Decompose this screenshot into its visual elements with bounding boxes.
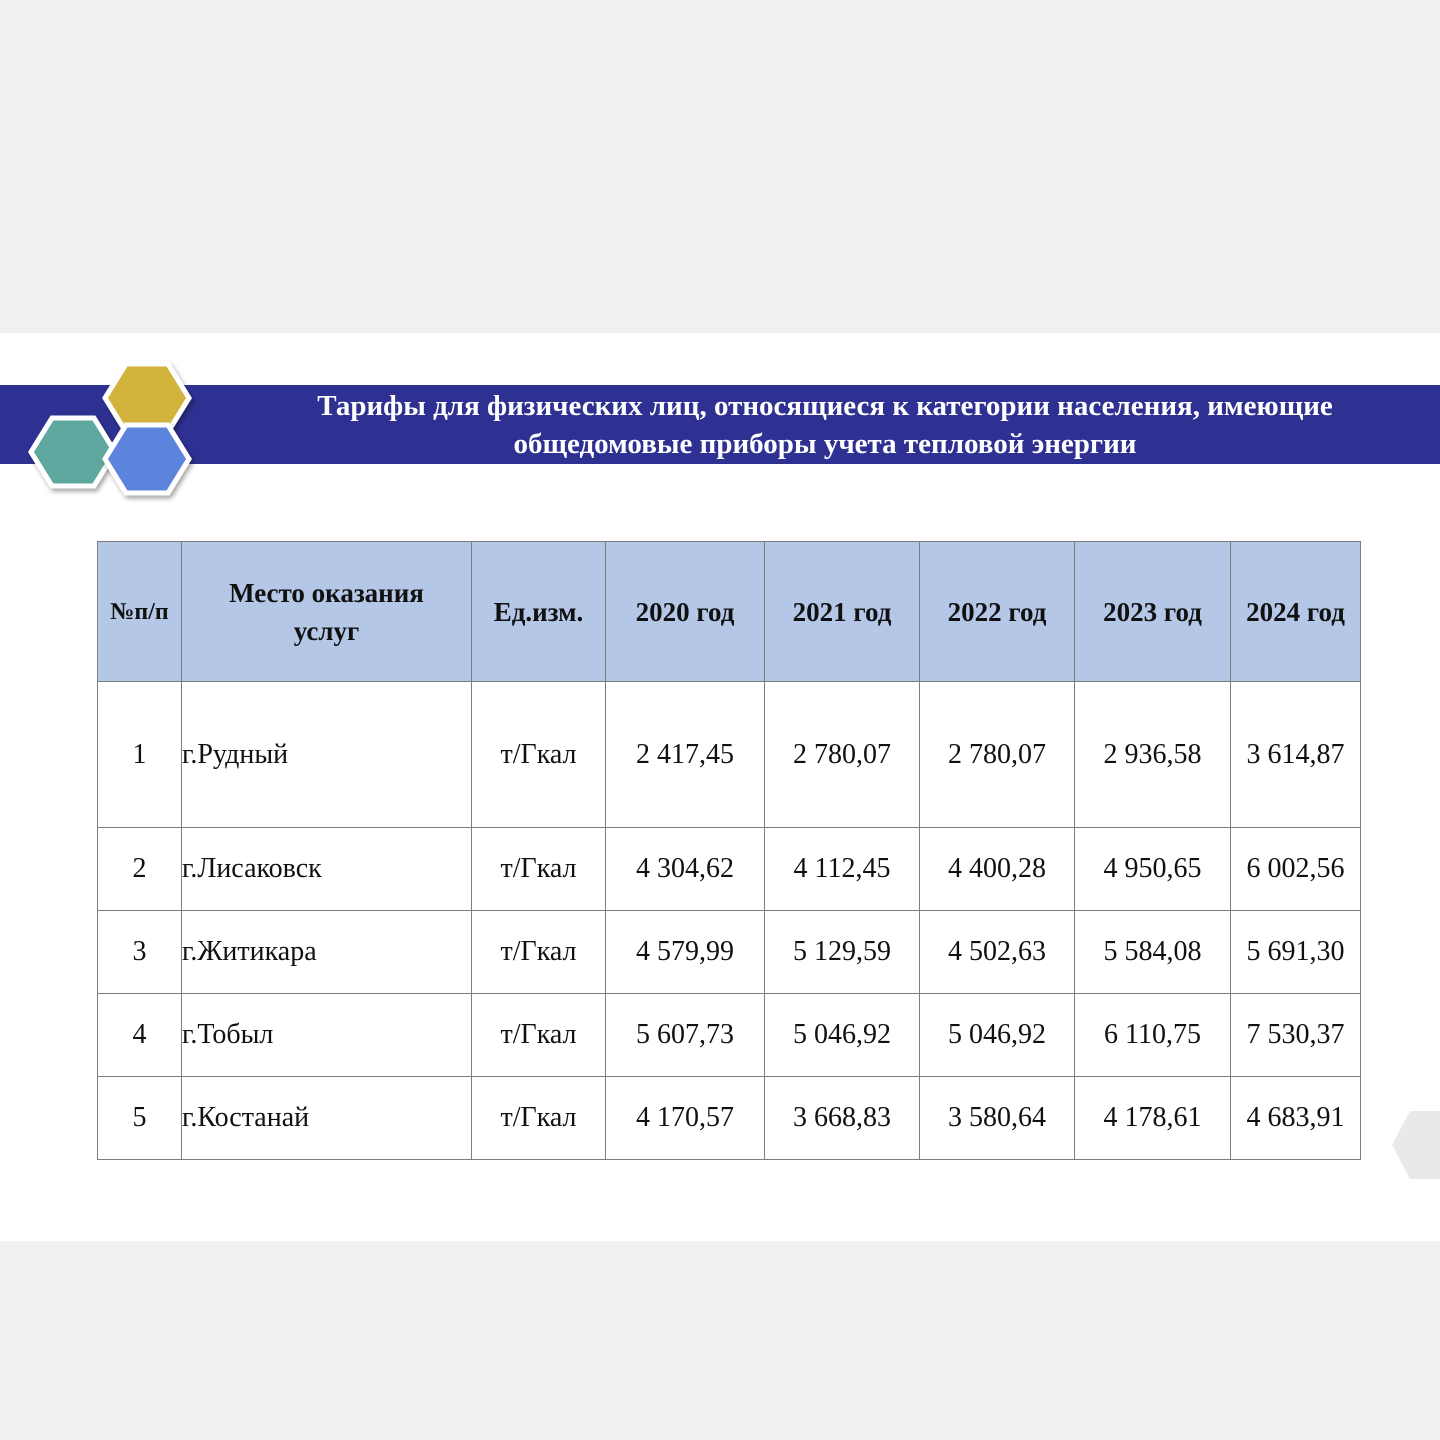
table-row xyxy=(98,994,1361,1077)
table-row xyxy=(98,828,1361,911)
cell-unit: т/Гкал xyxy=(472,994,606,1077)
cell-place: г.Костанай xyxy=(182,1077,472,1160)
cell-2020: 4 170,57 xyxy=(606,1077,765,1160)
hexagon-cluster-icon xyxy=(22,353,212,523)
cell-2021: 5 046,92 xyxy=(765,994,920,1077)
header-2021: 2021 год xyxy=(765,542,920,682)
header-unit: Ед.изм. xyxy=(472,542,606,682)
cell-2020: 5 607,73 xyxy=(606,994,765,1077)
cell-2021: 4 112,45 xyxy=(765,828,920,911)
tariffs-table xyxy=(97,541,1361,1160)
cell-2020: 2 417,45 xyxy=(606,682,765,828)
cell-2024: 3 614,87 xyxy=(1231,682,1361,828)
header-place: Место оказания услуг xyxy=(182,542,472,682)
cell-2023: 4 178,61 xyxy=(1075,1077,1231,1160)
cell-place: г.Лисаковск xyxy=(182,828,472,911)
cell-2021: 2 780,07 xyxy=(765,682,920,828)
cell-2023: 6 110,75 xyxy=(1075,994,1231,1077)
header-2020: 2020 год xyxy=(606,542,765,682)
cell-unit: т/Гкал xyxy=(472,682,606,828)
cell-2022: 4 400,28 xyxy=(920,828,1075,911)
table-row xyxy=(98,682,1361,828)
cell-unit: т/Гкал xyxy=(472,911,606,994)
cell-2021: 5 129,59 xyxy=(765,911,920,994)
cell-2023: 5 584,08 xyxy=(1075,911,1231,994)
cell-num: 2 xyxy=(98,828,182,911)
cell-2022: 5 046,92 xyxy=(920,994,1075,1077)
cell-2024: 4 683,91 xyxy=(1231,1077,1361,1160)
table-row xyxy=(98,911,1361,994)
teal-hexagon xyxy=(31,418,115,486)
cell-unit: т/Гкал xyxy=(472,1077,606,1160)
table-row xyxy=(98,1077,1361,1160)
cell-place: г.Рудный xyxy=(182,682,472,828)
cell-unit: т/Гкал xyxy=(472,828,606,911)
cell-2020: 4 304,62 xyxy=(606,828,765,911)
cell-2024: 7 530,37 xyxy=(1231,994,1361,1077)
cell-2024: 6 002,56 xyxy=(1231,828,1361,911)
cell-2023: 2 936,58 xyxy=(1075,682,1231,828)
header-2024: 2024 год xyxy=(1231,542,1361,682)
slide xyxy=(0,333,1440,1241)
cell-num: 3 xyxy=(98,911,182,994)
header-2022: 2022 год xyxy=(920,542,1075,682)
cell-place: г.Житикара xyxy=(182,911,472,994)
yellow-hexagon xyxy=(105,364,189,432)
table-header-row xyxy=(98,542,1361,682)
cell-num: 5 xyxy=(98,1077,182,1160)
blue-hexagon xyxy=(105,425,189,493)
cell-2022: 2 780,07 xyxy=(920,682,1075,828)
cell-2022: 4 502,63 xyxy=(920,911,1075,994)
cell-num: 1 xyxy=(98,682,182,828)
cell-2021: 3 668,83 xyxy=(765,1077,920,1160)
cell-2024: 5 691,30 xyxy=(1231,911,1361,994)
cell-place: г.Тобыл xyxy=(182,994,472,1077)
cell-2020: 4 579,99 xyxy=(606,911,765,994)
cell-num: 4 xyxy=(98,994,182,1077)
cell-2022: 3 580,64 xyxy=(920,1077,1075,1160)
slide-title-line-2: общедомовые приборы учета тепловой энергии xyxy=(513,427,1137,460)
header-num: №п/п xyxy=(98,542,182,682)
slide-title xyxy=(210,385,1440,464)
slide-title-line-1: Тарифы для физических лиц, относящиеся к категории населения, имеющие xyxy=(317,389,1333,422)
decorative-hexagon-icon xyxy=(1392,1109,1440,1181)
header-2023: 2023 год xyxy=(1075,542,1231,682)
cell-2023: 4 950,65 xyxy=(1075,828,1231,911)
